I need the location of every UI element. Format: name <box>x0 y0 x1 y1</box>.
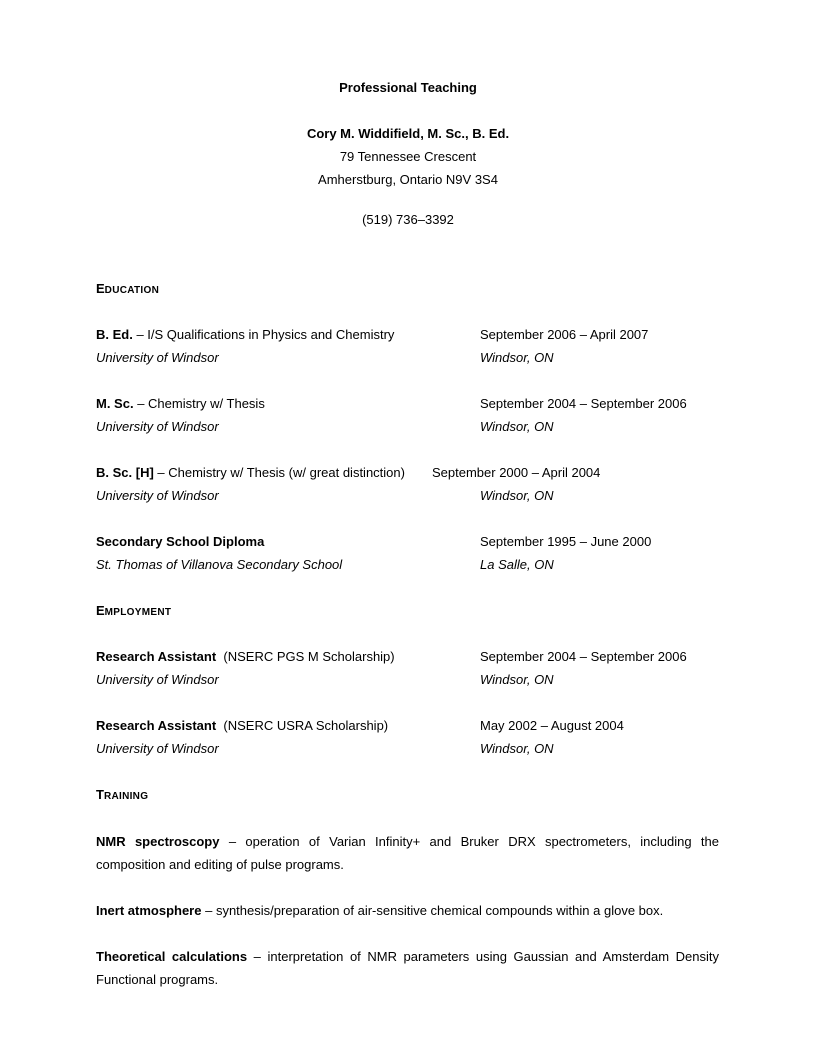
training-description: interpretation of NMR parameters using Gaussian and Amsterdam Density Functional programs. <box>96 949 719 987</box>
education-entry-4-school: St. Thomas of Villanova Secondary School <box>96 557 343 572</box>
employment-entry-2-dates: May 2002 – August 2004 <box>480 718 624 733</box>
heading-rest: RAINING <box>103 791 149 802</box>
training-item-theoretical <box>96 945 719 991</box>
job-role: Research Assistant <box>96 649 217 664</box>
training-separator: – <box>219 834 246 849</box>
training-description: synthesis/preparation of air-sensitive chemical compounds within a glove box. <box>215 903 664 918</box>
training-separator: – <box>201 903 216 918</box>
training-topic: NMR spectroscopy <box>96 834 220 849</box>
degree-description: – Chemistry w/ Thesis (w/ great distinction) <box>153 465 405 480</box>
education-entry-3-school: University of Windsor <box>96 488 219 503</box>
education-entry-4-dates: September 1995 – June 2000 <box>480 534 652 549</box>
education-entry-3-title <box>96 465 405 481</box>
education-entry-1-location: Windsor, ON <box>480 350 554 365</box>
degree: B. Sc. [H] <box>96 465 154 480</box>
heading-initial: E <box>96 603 105 618</box>
employment-entry-2-title <box>96 718 388 734</box>
education-entry-2-school: University of Windsor <box>96 419 219 434</box>
training-topic: Theoretical calculations <box>96 949 248 964</box>
training-description: operation of Varian Infinity+ and Bruker DRX spectrometers, including the composition and editing of pulse programs. <box>96 834 720 872</box>
job-role: Research Assistant <box>96 718 217 733</box>
employment-entry-2-location: Windsor, ON <box>480 741 554 756</box>
education-entry-2-title <box>96 396 265 412</box>
heading-initial: T <box>96 787 104 802</box>
education-entry-1-school: University of Windsor <box>96 350 219 365</box>
employment-entry-1-org: University of Windsor <box>96 672 219 687</box>
heading-rest: MPLOYMENT <box>104 607 172 618</box>
education-entry-1-title <box>96 327 394 343</box>
education-entry-4-title <box>96 534 264 550</box>
education-entry-3-location: Windsor, ON <box>480 488 554 503</box>
degree: B. Ed. <box>96 327 133 342</box>
page-title: Professional Teaching <box>339 80 477 95</box>
job-description: (NSERC PGS M Scholarship) <box>216 649 395 664</box>
training-item-nmr <box>96 830 719 876</box>
education-entry-4-location: La Salle, ON <box>480 557 554 572</box>
section-heading-training <box>96 787 148 805</box>
heading-rest: DUCATION <box>104 285 160 296</box>
employment-entry-1-location: Windsor, ON <box>480 672 554 687</box>
employment-entry-1-dates: September 2004 – September 2006 <box>480 649 687 664</box>
training-separator: – <box>247 949 268 964</box>
candidate-name: Cory M. Widdifield, M. Sc., B. Ed. <box>306 126 510 141</box>
address-line-1: 79 Tennessee Crescent <box>339 149 477 164</box>
education-entry-1-dates: September 2006 – April 2007 <box>480 327 649 342</box>
degree-description: – Chemistry w/ Thesis <box>133 396 265 411</box>
phone-number: (519) 736–3392 <box>362 212 454 227</box>
education-entry-3-dates: September 2000 – April 2004 <box>432 465 601 480</box>
address-line-2: Amherstburg, Ontario N9V 3S4 <box>318 172 498 187</box>
employment-entry-2-org: University of Windsor <box>96 741 219 756</box>
job-description: (NSERC USRA Scholarship) <box>216 718 389 733</box>
education-entry-2-dates: September 2004 – September 2006 <box>480 396 687 411</box>
employment-entry-1-title <box>96 649 395 665</box>
degree: M. Sc. <box>96 396 134 411</box>
training-topic: Inert atmosphere <box>96 903 202 918</box>
section-heading-education <box>96 281 159 299</box>
degree: Secondary School Diploma <box>96 534 265 549</box>
education-entry-2-location: Windsor, ON <box>480 419 554 434</box>
degree-description: – I/S Qualifications in Physics and Chemistry <box>132 327 395 342</box>
training-item-inert <box>96 899 719 922</box>
section-heading-employment <box>96 603 171 621</box>
heading-initial: E <box>96 281 105 296</box>
